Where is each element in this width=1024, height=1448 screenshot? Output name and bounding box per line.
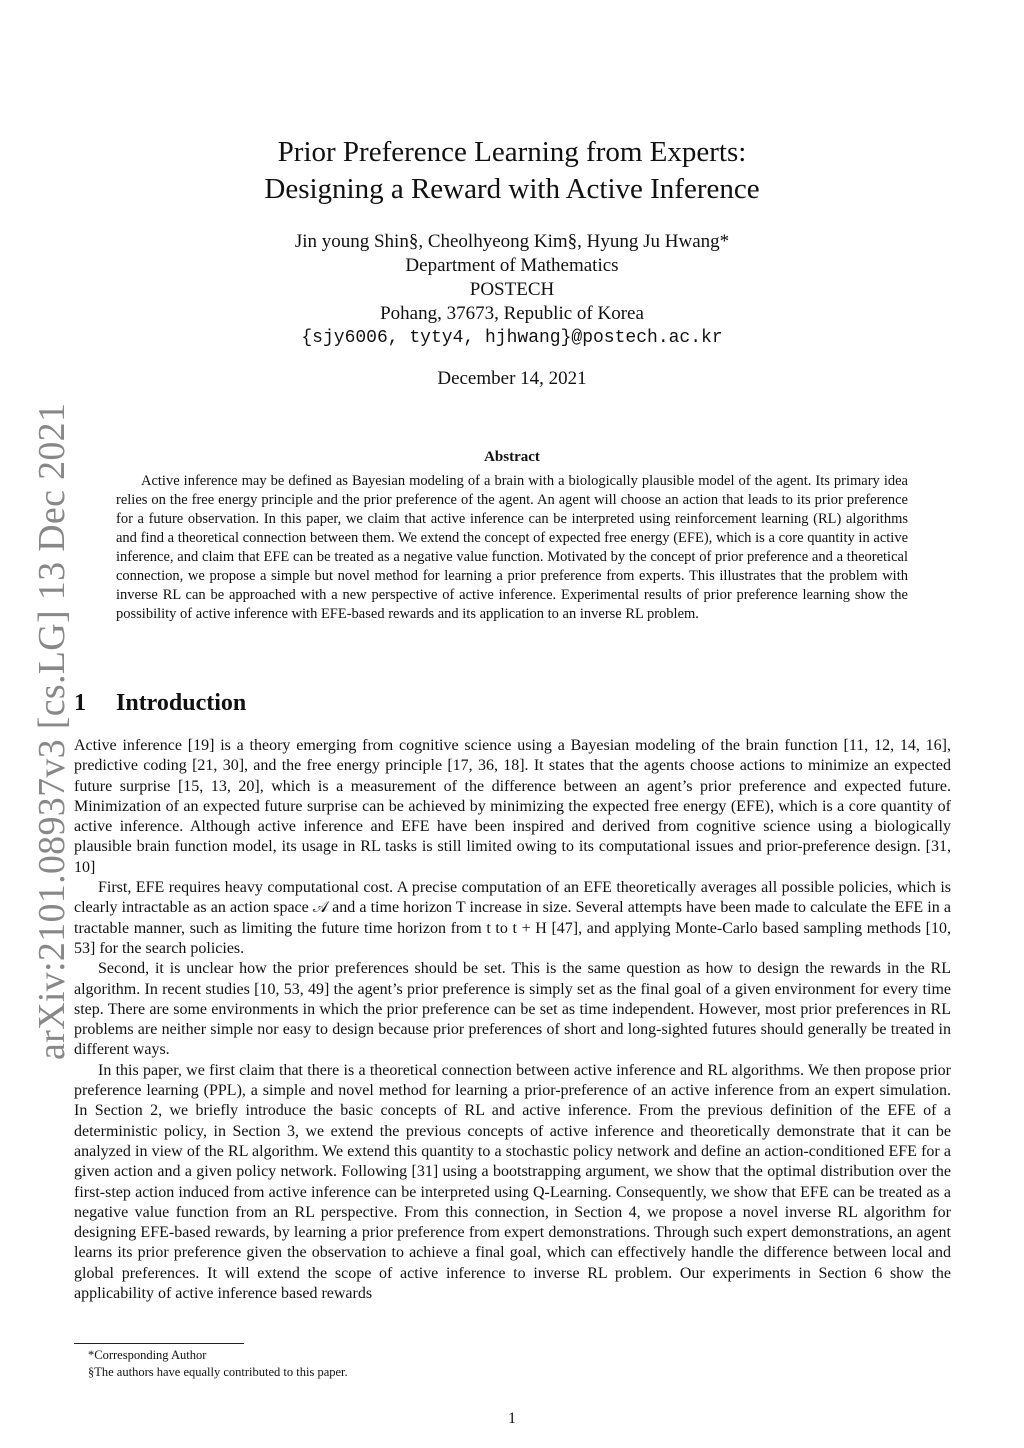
- author-emails: {sjy6006, tyty4, hjhwang}@postech.ac.kr: [301, 328, 723, 348]
- author-block: [0, 230, 1024, 350]
- section-heading: [74, 690, 246, 717]
- paper-title: [0, 134, 1024, 208]
- author-institution: POSTECH: [469, 279, 555, 300]
- arxiv-identifier: arXiv:2101.08937v3 [cs.LG] 13 Dec 2021: [31, 402, 73, 1060]
- paper-date: December 14, 2021: [437, 368, 587, 389]
- paragraph: In this paper, we first claim that there is a theoretical connection between active inference and RL algorithms. We then propose prior preference learning (PPL), a simple and novel method for learning a prior-preference of an active inference from an expert simulation. In Section 2, we briefly introduce the basic concepts of RL and active inference. From the previous definition of the EFE of a deterministic policy, in Section 3, we extend the previous concepts of active inference and theoretically demonstrate that it can be analyzed in view of the RL algorithm. We extend this quantity to a stochastic policy network and define an action-conditioned EFE for a given action and a given policy network. Following [31] using a bootstrapping argument, we show that the optimal distribution over the first-step action induced from active inference can be interpreted using Q-Learning. Consequently, we show that EFE can be treated as a negative value function from an RL perspective. From this connection, in Section 4, we propose a novel inverse RL algorithm for designing EFE-based rewards, by learning a prior preference from expert demonstrations. Through such expert demonstrations, an agent learns its prior preference given the observation to achieve a final goal, which can effectively handle the difference between local and global preferences. It will extend the scope of active inference to inverse RL problem. Our experiments in Section 6 show the applicability of active inference based rewards: [74, 1061, 951, 1303]
- paragraph: First, EFE requires heavy computational cost. A precise computation of an EFE theoretically averages all possible policies, which is clearly intractable as an action space 𝒜 and a time horizon T increase in size. Several attempts have been made to calculate the EFE in a tractable manner, such as limiting the future time horizon from t to t + H [47], and applying Monte-Carlo based sampling methods [10, 53] for the search policies.: [74, 879, 951, 957]
- title-line-1: Prior Preference Learning from Experts:: [277, 136, 747, 168]
- page-number: 1: [508, 1410, 516, 1427]
- author-names: Jin young Shin§, Cheolhyeong Kim§, Hyung Ju Hwang*: [294, 231, 730, 252]
- introduction-body: [74, 736, 951, 1304]
- paragraph: Active inference [19] is a theory emerging from cognitive science using a Bayesian modeling of the brain function [11, 12, 14, 16], predictive coding [21, 30], and the free energy principle [17, 36, 18]. It states that the agents choose actions to minimize an expected future surprise [15, 13, 20], which is a measurement of the difference between an agent’s prior preference and expected future. Minimization of an expected future surprise can be achieved by minimizing the expected free energy (EFE), which is a core quantity of active inference. Although active inference and EFE have been inspired and derived from cognitive science using a biologically plausible brain function model, its usage in RL tasks is still limited owing to its computational issues and prior-preference design. [31, 10]: [74, 737, 951, 876]
- abstract-body: Active inference may be defined as Bayesian modeling of a brain with a biologically plausible model of the agent. Its primary idea relies on the free energy principle and the prior preference of the agent. An agent will choose an action that leads to its prior preference for a future observation. In this paper, we claim that active inference can be interpreted using reinforcement learning (RL) algorithms and find a theoretical connection between them. We extend the concept of expected free energy (EFE), which is a core quantity in active inference, and claim that EFE can be treated as a negative value function. Motivated by the concept of prior preference and a theoretical connection, we propose a simple but novel method for learning a prior preference from experts. This illustrates that the problem with inverse RL can be approached with a new perspective of active inference. Experimental results of prior preference learning show the possibility of active inference with EFE-based rewards and its application to an inverse RL problem.: [116, 473, 908, 622]
- section-number: 1: [74, 690, 86, 716]
- footnote-divider: [74, 1343, 244, 1344]
- title-line-2: Designing a Reward with Active Inference: [264, 173, 760, 205]
- paragraph: Second, it is unclear how the prior preferences should be set. This is the same question as how to design the rewards in the RL algorithm. In recent studies [10, 53, 49] the agent’s prior preference is simply set as the final goal of a given environment for every time step. There are some environments in which the prior preference can be set as time independent. However, most prior preferences in RL problems are neither simple nor easy to design because prior preferences of short and long-sighted futures should generally be treated in different ways.: [74, 960, 951, 1059]
- author-address: Pohang, 37673, Republic of Korea: [380, 303, 644, 324]
- footnote-equal-contribution: §The authors have equally contributed to this paper.: [88, 1365, 348, 1379]
- author-department: Department of Mathematics: [405, 255, 619, 276]
- footnotes: [88, 1347, 948, 1381]
- section-title: Introduction: [116, 690, 247, 716]
- abstract-heading: Abstract: [484, 449, 540, 465]
- footnote-corresponding: *Corresponding Author: [88, 1348, 207, 1362]
